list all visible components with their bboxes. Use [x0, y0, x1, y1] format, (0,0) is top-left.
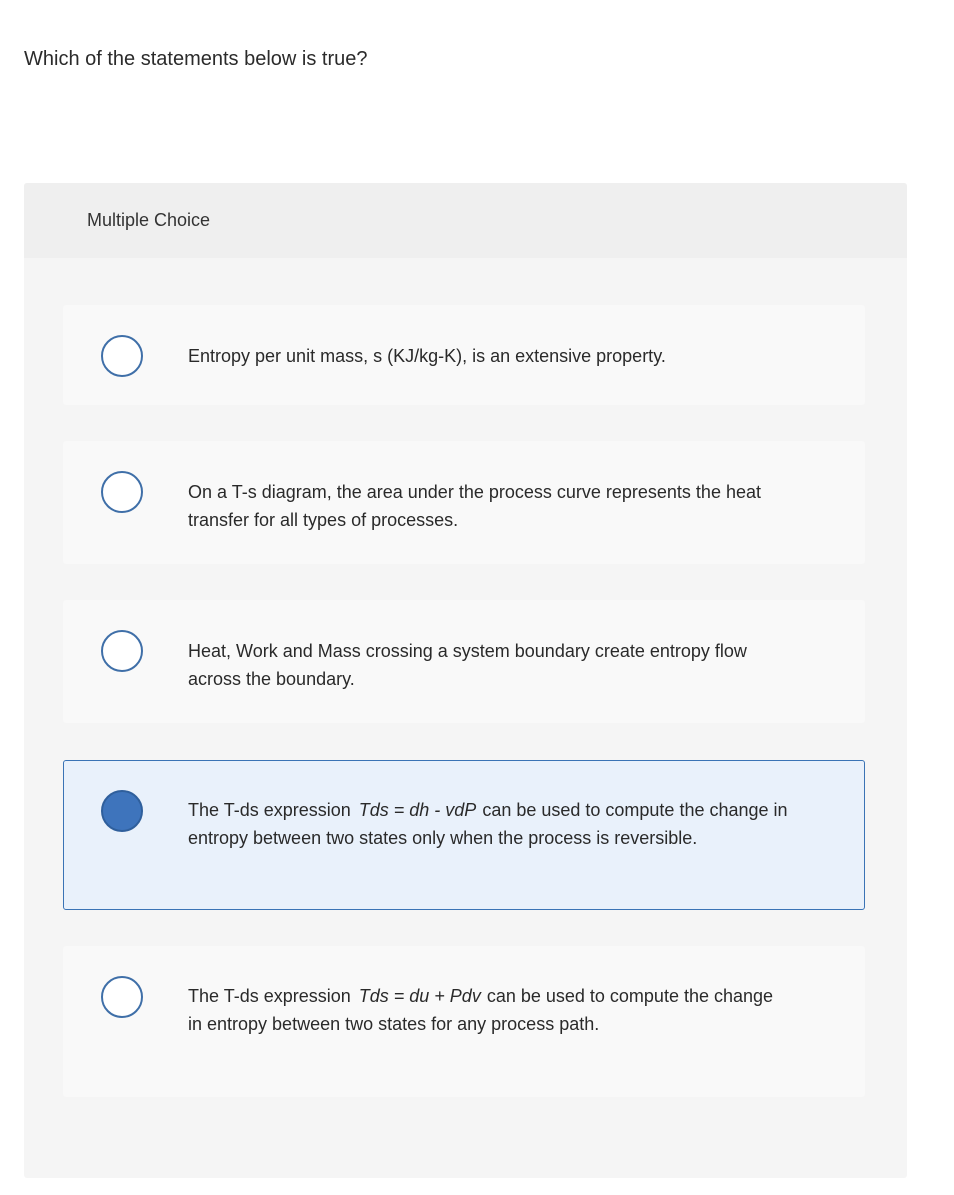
card-header-label: Multiple Choice [87, 210, 211, 230]
answer-option-text: On a T-s diagram, the area under the process curve represents the heat transfer for all types of processes. [188, 482, 761, 530]
radio-button-selected-icon[interactable] [101, 790, 143, 832]
option-text-before: The T-ds expression [188, 800, 351, 820]
radio-button-icon[interactable] [101, 630, 143, 672]
answer-option-5[interactable] [63, 946, 865, 1097]
question-text: Which of the statements below is true? [24, 48, 368, 70]
option-text-after: can be used to compute the change in entropy between two states for any process path. [188, 986, 774, 1034]
formula: Tds = dh - vdP [358, 800, 477, 820]
option-text-after: can be used to compute the change in entropy between two states only when the process is reversible. [188, 800, 788, 848]
radio-button-icon[interactable] [101, 335, 143, 377]
option-text-before: The T-ds expression [188, 986, 351, 1006]
radio-button-icon[interactable] [101, 976, 143, 1018]
answer-option-text [188, 796, 788, 852]
radio-button-icon[interactable] [101, 471, 143, 513]
answer-option-2[interactable] [63, 441, 865, 564]
answer-option-text: Entropy per unit mass, s (KJ/kg-K), is an extensive property. [188, 346, 666, 366]
answer-option-text [188, 982, 788, 1038]
card-header [24, 183, 907, 258]
answer-option-4[interactable] [63, 760, 865, 910]
answer-option-1[interactable] [63, 305, 865, 405]
answer-option-text: Heat, Work and Mass crossing a system boundary create entropy flow across the boundary. [188, 641, 747, 689]
answer-option-3[interactable] [63, 600, 865, 723]
formula: Tds = du + Pdv [358, 986, 481, 1006]
multiple-choice-card [24, 183, 907, 1178]
